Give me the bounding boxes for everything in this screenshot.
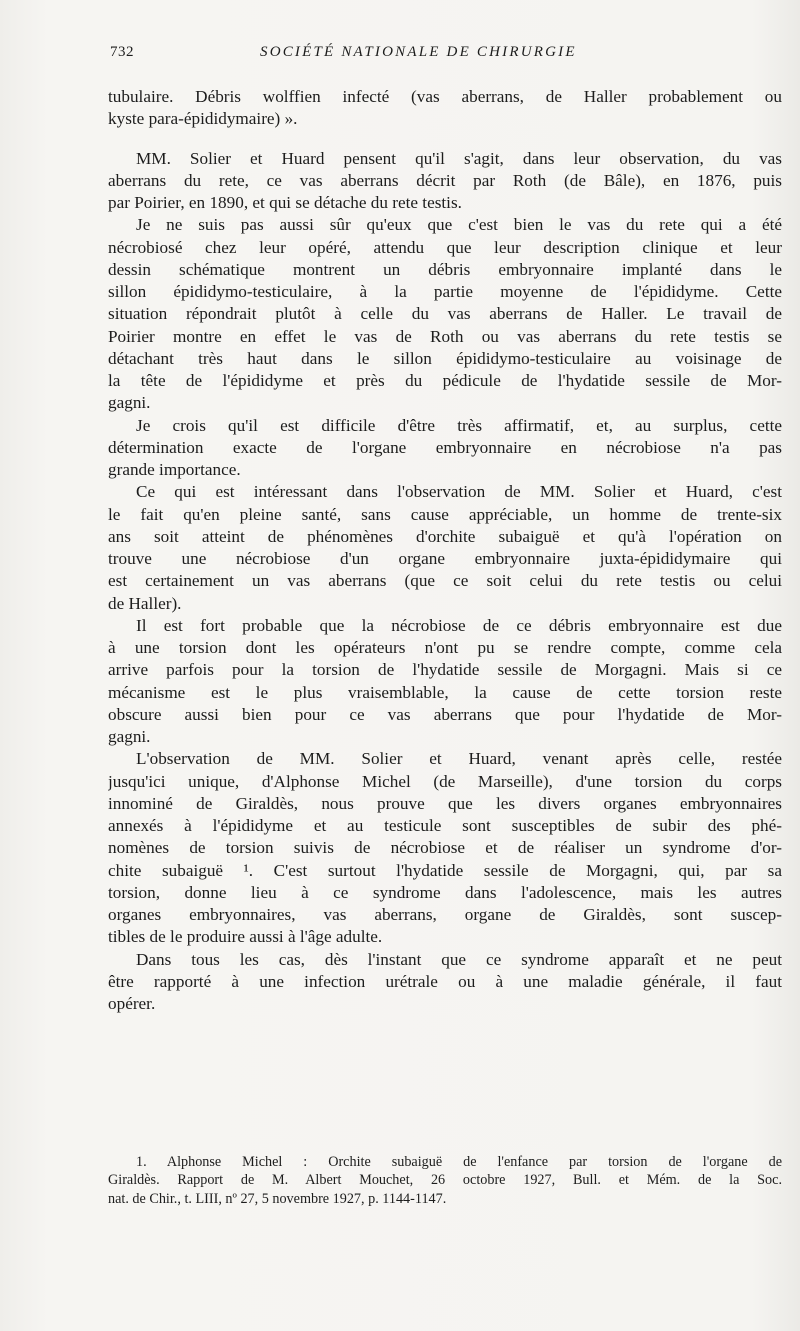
text-line: L'observation de MM. Solier et Huard, venant après celle, restée [136, 749, 782, 769]
footnote [108, 1153, 782, 1208]
text-line: dessin schématique montrent un débris embryonnaire implanté dans le [108, 259, 782, 279]
paragraph-8 [108, 949, 782, 1016]
text-line: MM. Solier et Huard pensent qu'il s'agit, dans leur observation, du vas [136, 148, 782, 168]
text-line: tubulaire. Débris wolffien infecté (vas aberrans, de Haller probablement ou [108, 87, 782, 106]
text-line: trouve une nécrobiose d'un organe embryonnaire juxta-épididymaire qui [108, 549, 782, 568]
paragraph-3 [108, 214, 782, 414]
text-line: Dans tous les cas, dès l'instant que ce syndrome apparaît et ne peut [136, 949, 782, 969]
text-line: organes embryonnaires, vas aberrans, organe de Giraldès, sont suscep- [108, 905, 782, 924]
text-line: arrive parfois pour la torsion de l'hydatide sessile de Morgagni. Mais si ce [108, 660, 782, 680]
paragraph-4 [108, 415, 782, 482]
text-line: tibles de le produire aussi à l'âge adulte. [108, 927, 383, 947]
text-line: par Poirier, en 1890, et qui se détache du rete testis. [108, 193, 462, 212]
text-line: situation répondrait plutôt à celle du vas aberrans de Haller. Le travail de [108, 304, 782, 324]
text-line: torsion, donne lieu à ce syndrome dans l'adolescence, mais les autres [108, 882, 782, 902]
paragraph-6 [108, 615, 782, 749]
text-line: Ce qui est intéressant dans l'observation de MM. Solier et Huard, c'est [136, 482, 782, 502]
paragraph-5 [108, 481, 782, 615]
text-line: aberrans du rete, ce vas aberrans décrit par Roth (de Bâle), en 1876, puis [108, 170, 782, 190]
text-line: annexés à l'épididyme et au testicule sont susceptibles de subir des phé- [108, 816, 782, 835]
text-line: mécanisme est le plus vraisemblable, la cause de cette torsion reste [108, 682, 782, 702]
text-line: sillon épididymo-testiculaire, à la partie moyenne de l'épididyme. Cette [108, 282, 782, 301]
footnote-line: Giraldès. Rapport de M. Albert Mouchet, 26 octobre 1927, Bull. et Mém. de la Soc. [108, 1172, 782, 1189]
footnote-line: nat. de Chir., t. LIII, nº 27, 5 novembre 1927, p. 1144-1147. [108, 1190, 447, 1207]
page-number: 732 [110, 44, 134, 60]
paragraph-1 [108, 86, 782, 131]
text-line: ans soit atteint de phénomènes d'orchite subaiguë et qu'à l'opération on [108, 526, 782, 546]
text-line: à une torsion dont les opérateurs n'ont pu se rendre compte, comme cela [108, 638, 782, 657]
text-line: le fait qu'en pleine santé, sans cause appréciable, un homme de trente-six [108, 504, 782, 524]
text-line: obscure aussi bien pour ce vas aberrans que pour l'hydatide de Mor- [108, 704, 782, 724]
text-line: Il est fort probable que la nécrobiose de ce débris embryonnaire est due [136, 615, 782, 635]
text-line: de Haller). [108, 593, 182, 613]
text-line: jusqu'ici unique, d'Alphonse Michel (de Marseille), d'une torsion du corps [108, 771, 782, 791]
footnote-line: 1. Alphonse Michel : Orchite subaiguë de l'enfance par torsion de l'organe de [136, 1154, 782, 1170]
paragraph-7 [108, 748, 782, 948]
text-line: opérer. [108, 994, 156, 1013]
text-line: gagni. [108, 727, 151, 746]
text-line: Poirier montre en effet le vas de Roth ou vas aberrans du rete testis se [108, 326, 782, 346]
text-line: détachant très haut dans le sillon épididymo-testiculaire au voisinage de [108, 348, 782, 368]
text-line: être rapporté à une infection urétrale ou à une maladie générale, il faut [108, 971, 782, 991]
text-line: grande importance. [108, 460, 241, 479]
text-line: nomènes de torsion suivis de nécrobiose et de réaliser un syndrome d'or- [108, 838, 782, 858]
text-line: détermination exacte de l'organe embryonnaire en nécrobiose n'a pas [108, 437, 782, 457]
text-line: kyste para-épididymaire) ». [108, 109, 298, 129]
text-line: est certainement un vas aberrans (que ce soit celui du rete testis ou celui [108, 571, 782, 591]
text-line: Je ne suis pas aussi sûr qu'eux que c'est bien le vas du rete qui a été [136, 215, 782, 235]
page-header [110, 44, 782, 68]
paragraph-2 [108, 148, 782, 215]
body-text [108, 86, 782, 1015]
text-line: chite subaiguë ¹. C'est surtout l'hydatide sessile de Morgagni, qui, par sa [108, 860, 782, 880]
running-head: SOCIÉTÉ NATIONALE DE CHIRURGIE [260, 44, 577, 60]
text-line: gagni. [108, 393, 151, 413]
text-line: innominé de Giraldès, nous prouve que les divers organes embryonnaires [108, 793, 782, 813]
text-line: nécrobiosé chez leur opéré, attendu que leur description clinique et leur [108, 237, 782, 257]
text-line: la tête de l'épididyme et près du pédicule de l'hydatide sessile de Mor- [108, 371, 782, 390]
text-line: Je crois qu'il est difficile d'être très affirmatif, et, au surplus, cette [136, 415, 782, 435]
